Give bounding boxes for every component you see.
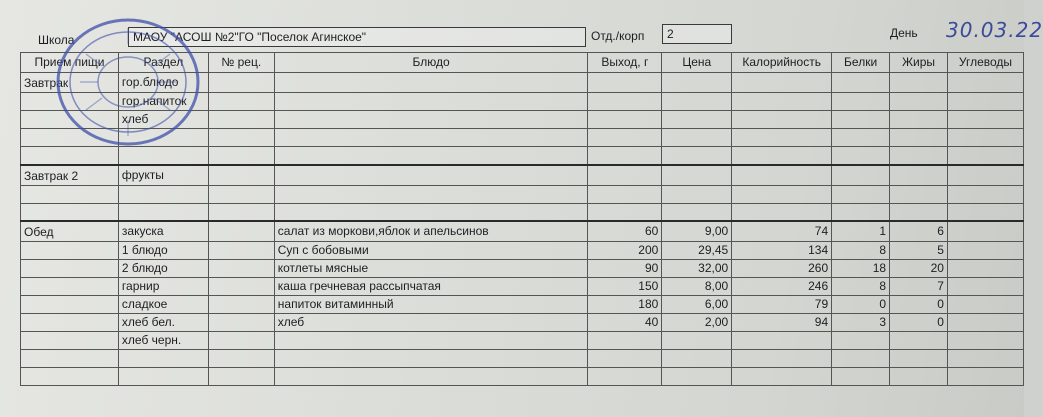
cell-meal: Обед — [21, 221, 119, 242]
table-row — [21, 221, 1024, 242]
col-dish: Блюдо — [274, 53, 588, 73]
cell-section — [118, 185, 208, 203]
table-row — [21, 111, 1024, 129]
cell-price — [662, 147, 732, 165]
cell-weight: 180 — [588, 296, 662, 314]
cell-protein: 18 — [832, 260, 890, 278]
cell-price — [662, 73, 732, 93]
cell-meal — [21, 242, 119, 260]
cell-recipe — [208, 314, 274, 332]
cell-carbs — [947, 129, 1023, 147]
col-meal: Прием пищи — [21, 53, 119, 73]
cell-section: фрукты — [118, 165, 208, 186]
cell-kcal: 246 — [732, 278, 832, 296]
cell-protein — [832, 350, 890, 368]
cell-kcal — [732, 203, 832, 221]
cell-section: 2 блюдо — [118, 260, 208, 278]
cell-carbs — [947, 111, 1023, 129]
day-value: 30.03.22 — [946, 18, 1043, 42]
cell-fat: 0 — [890, 314, 948, 332]
cell-meal — [21, 314, 119, 332]
cell-recipe — [208, 73, 274, 93]
cell-protein: 8 — [832, 242, 890, 260]
cell-price — [662, 350, 732, 368]
cell-protein — [832, 93, 890, 111]
cell-recipe — [208, 260, 274, 278]
cell-weight: 90 — [588, 260, 662, 278]
cell-dish: хлеб — [274, 314, 588, 332]
cell-carbs — [947, 165, 1023, 186]
cell-price: 32,00 — [662, 260, 732, 278]
cell-section — [118, 147, 208, 165]
cell-kcal: 94 — [732, 314, 832, 332]
cell-dish — [274, 368, 588, 386]
table-row — [21, 185, 1024, 203]
cell-fat: 7 — [890, 278, 948, 296]
cell-kcal — [732, 147, 832, 165]
cell-recipe — [208, 350, 274, 368]
cell-protein: 0 — [832, 296, 890, 314]
cell-recipe — [208, 242, 274, 260]
cell-section — [118, 350, 208, 368]
menu-table — [20, 52, 1024, 386]
cell-price — [662, 368, 732, 386]
cell-fat — [890, 93, 948, 111]
cell-fat — [890, 368, 948, 386]
cell-carbs — [947, 147, 1023, 165]
cell-kcal: 260 — [732, 260, 832, 278]
cell-protein — [832, 73, 890, 93]
cell-recipe — [208, 147, 274, 165]
table-row — [21, 165, 1024, 186]
cell-weight — [588, 332, 662, 350]
cell-weight — [588, 111, 662, 129]
cell-meal: Завтрак — [21, 73, 119, 93]
cell-dish — [274, 111, 588, 129]
table-row — [21, 129, 1024, 147]
cell-price — [662, 185, 732, 203]
cell-price — [662, 203, 732, 221]
table-row — [21, 260, 1024, 278]
cell-fat — [890, 185, 948, 203]
cell-weight: 200 — [588, 242, 662, 260]
cell-weight — [588, 147, 662, 165]
table-header-row — [21, 53, 1024, 73]
cell-price: 9,00 — [662, 221, 732, 242]
cell-dish: Суп с бобовыми — [274, 242, 588, 260]
cell-fat — [890, 203, 948, 221]
cell-kcal — [732, 332, 832, 350]
cell-recipe — [208, 165, 274, 186]
cell-dish: напиток витаминный — [274, 296, 588, 314]
cell-recipe — [208, 296, 274, 314]
cell-recipe — [208, 111, 274, 129]
table-row — [21, 314, 1024, 332]
cell-carbs — [947, 260, 1023, 278]
cell-weight: 150 — [588, 278, 662, 296]
cell-meal — [21, 185, 119, 203]
cell-carbs — [947, 93, 1023, 111]
cell-weight — [588, 203, 662, 221]
cell-meal — [21, 147, 119, 165]
cell-kcal — [732, 111, 832, 129]
cell-section: хлеб бел. — [118, 314, 208, 332]
cell-kcal: 79 — [732, 296, 832, 314]
cell-meal — [21, 260, 119, 278]
cell-weight — [588, 129, 662, 147]
cell-section — [118, 368, 208, 386]
cell-carbs — [947, 221, 1023, 242]
cell-section: гор.напиток — [118, 93, 208, 111]
cell-meal: Завтрак 2 — [21, 165, 119, 186]
school-label: Школа — [38, 33, 75, 47]
cell-recipe — [208, 368, 274, 386]
table-row — [21, 147, 1024, 165]
cell-price: 6,00 — [662, 296, 732, 314]
cell-recipe — [208, 278, 274, 296]
table-row — [21, 242, 1024, 260]
cell-price — [662, 332, 732, 350]
cell-weight — [588, 165, 662, 186]
table-row — [21, 368, 1024, 386]
cell-section: хлеб — [118, 111, 208, 129]
cell-recipe — [208, 221, 274, 242]
col-price: Цена — [662, 53, 732, 73]
cell-carbs — [947, 73, 1023, 93]
cell-recipe — [208, 203, 274, 221]
cell-section: сладкое — [118, 296, 208, 314]
school-field: МАОУ "АСОШ №2"ГО "Поселок Агинское" — [128, 27, 586, 47]
cell-kcal — [732, 129, 832, 147]
cell-protein — [832, 185, 890, 203]
cell-fat — [890, 165, 948, 186]
cell-fat: 20 — [890, 260, 948, 278]
cell-carbs — [947, 368, 1023, 386]
cell-dish: каша гречневая рассыпчатая — [274, 278, 588, 296]
cell-section — [118, 203, 208, 221]
cell-dish — [274, 203, 588, 221]
cell-protein — [832, 111, 890, 129]
cell-meal — [21, 350, 119, 368]
col-recipe: № рец. — [208, 53, 274, 73]
cell-price — [662, 129, 732, 147]
cell-protein: 1 — [832, 221, 890, 242]
table-row — [21, 93, 1024, 111]
cell-protein: 8 — [832, 278, 890, 296]
cell-recipe — [208, 129, 274, 147]
cell-kcal — [732, 165, 832, 186]
table-row — [21, 350, 1024, 368]
cell-carbs — [947, 278, 1023, 296]
table-row — [21, 332, 1024, 350]
cell-protein — [832, 332, 890, 350]
cell-dish — [274, 73, 588, 93]
cell-fat: 0 — [890, 296, 948, 314]
cell-carbs — [947, 296, 1023, 314]
cell-protein — [832, 129, 890, 147]
cell-recipe — [208, 185, 274, 203]
cell-fat — [890, 332, 948, 350]
cell-protein — [832, 165, 890, 186]
cell-weight: 60 — [588, 221, 662, 242]
cell-price — [662, 111, 732, 129]
cell-meal — [21, 296, 119, 314]
cell-kcal — [732, 73, 832, 93]
cell-fat — [890, 111, 948, 129]
cell-kcal — [732, 368, 832, 386]
table-row — [21, 73, 1024, 93]
cell-dish — [274, 185, 588, 203]
cell-recipe — [208, 332, 274, 350]
cell-carbs — [947, 350, 1023, 368]
cell-weight — [588, 185, 662, 203]
cell-price — [662, 93, 732, 111]
cell-section: гарнир — [118, 278, 208, 296]
cell-fat: 5 — [890, 242, 948, 260]
cell-fat: 6 — [890, 221, 948, 242]
cell-kcal: 134 — [732, 242, 832, 260]
cell-weight: 40 — [588, 314, 662, 332]
cell-section: закуска — [118, 221, 208, 242]
cell-weight — [588, 93, 662, 111]
cell-kcal: 74 — [732, 221, 832, 242]
cell-meal — [21, 111, 119, 129]
cell-section: 1 блюдо — [118, 242, 208, 260]
col-section: Раздел — [118, 53, 208, 73]
cell-weight — [588, 73, 662, 93]
cell-carbs — [947, 314, 1023, 332]
col-weight: Выход, г — [588, 53, 662, 73]
cell-dish: котлеты мясные — [274, 260, 588, 278]
table-body — [21, 73, 1024, 386]
cell-protein — [832, 147, 890, 165]
cell-carbs — [947, 242, 1023, 260]
cell-meal — [21, 278, 119, 296]
table-row — [21, 296, 1024, 314]
col-carbs: Углеводы — [947, 53, 1023, 73]
cell-price: 8,00 — [662, 278, 732, 296]
cell-section — [118, 129, 208, 147]
cell-weight — [588, 368, 662, 386]
cell-carbs — [947, 203, 1023, 221]
cell-price: 29,45 — [662, 242, 732, 260]
cell-section: хлеб черн. — [118, 332, 208, 350]
cell-dish — [274, 332, 588, 350]
col-kcal: Калорийность — [732, 53, 832, 73]
cell-protein — [832, 368, 890, 386]
col-fat: Жиры — [890, 53, 948, 73]
cell-meal — [21, 368, 119, 386]
cell-price — [662, 165, 732, 186]
cell-meal — [21, 332, 119, 350]
cell-protein — [832, 203, 890, 221]
branch-label: Отд./корп — [591, 29, 645, 43]
cell-dish — [274, 147, 588, 165]
cell-price: 2,00 — [662, 314, 732, 332]
cell-fat — [890, 73, 948, 93]
cell-dish — [274, 165, 588, 186]
cell-protein: 3 — [832, 314, 890, 332]
cell-dish — [274, 129, 588, 147]
cell-dish: салат из моркови,яблок и апельсинов — [274, 221, 588, 242]
cell-fat — [890, 147, 948, 165]
cell-recipe — [208, 93, 274, 111]
cell-carbs — [947, 332, 1023, 350]
branch-field: 2 — [662, 24, 732, 44]
cell-meal — [21, 129, 119, 147]
cell-carbs — [947, 185, 1023, 203]
table-row — [21, 278, 1024, 296]
cell-kcal — [732, 350, 832, 368]
day-label: День — [890, 26, 918, 40]
cell-section: гор.блюдо — [118, 73, 208, 93]
cell-meal — [21, 93, 119, 111]
cell-fat — [890, 129, 948, 147]
cell-dish — [274, 350, 588, 368]
cell-kcal — [732, 93, 832, 111]
col-protein: Белки — [832, 53, 890, 73]
cell-kcal — [732, 185, 832, 203]
table-row — [21, 203, 1024, 221]
cell-dish — [274, 93, 588, 111]
cell-meal — [21, 203, 119, 221]
cell-fat — [890, 350, 948, 368]
cell-weight — [588, 350, 662, 368]
